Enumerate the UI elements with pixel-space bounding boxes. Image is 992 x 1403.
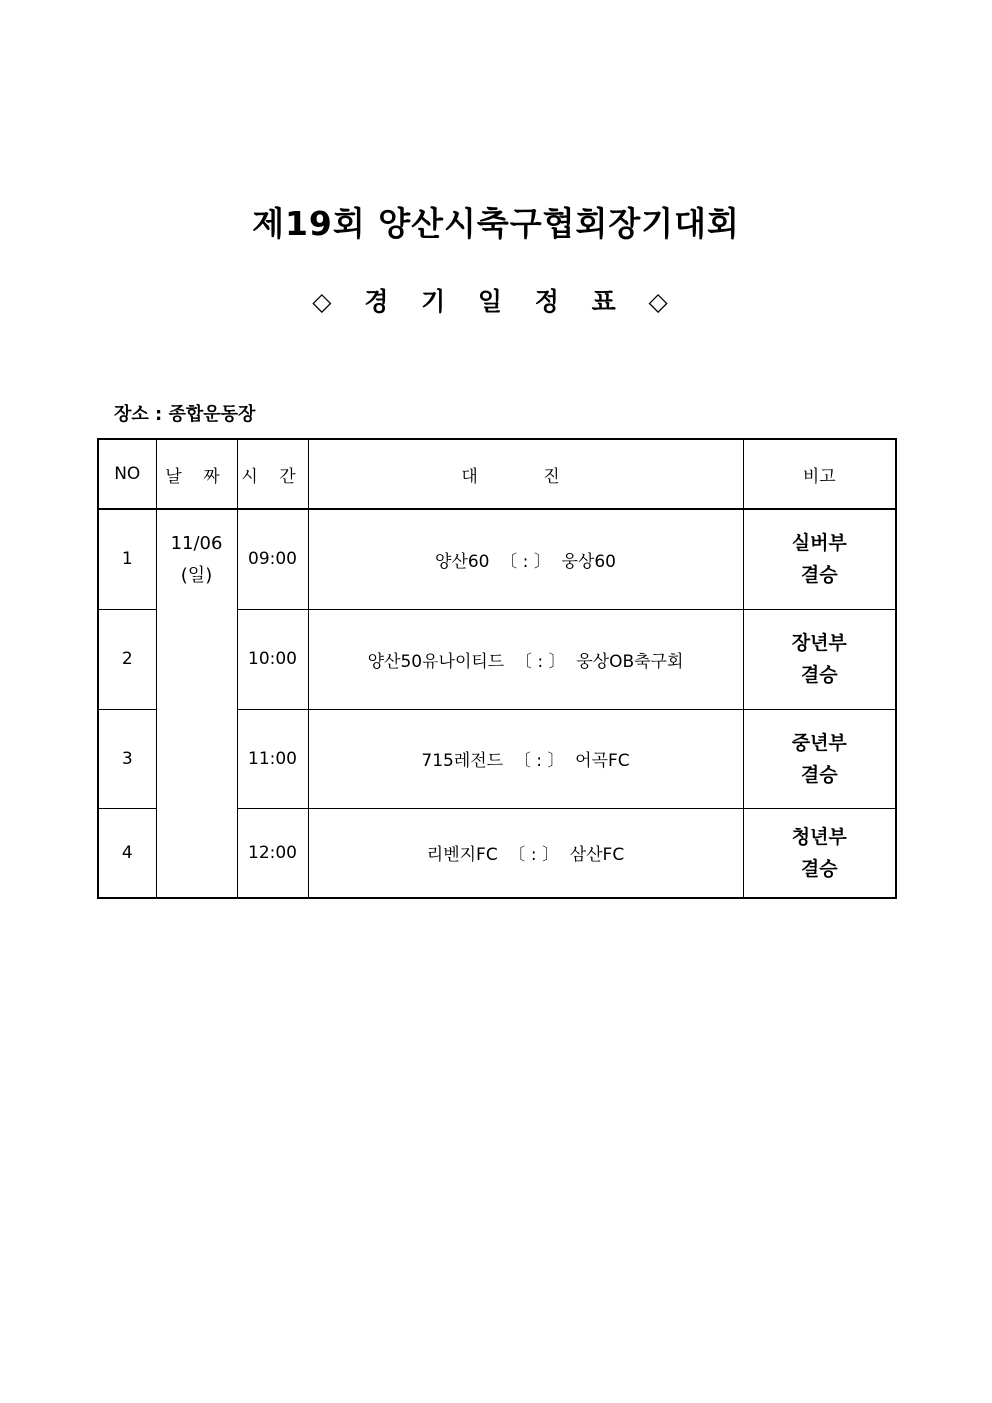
- match-weekday: (일): [180, 565, 213, 586]
- document-title: 제19회 양산시축구협회장기대회: [252, 204, 740, 243]
- venue-label: 장소 : 종합운동장: [114, 404, 256, 425]
- home-team: 리벤지FC: [426, 845, 498, 866]
- column-header-note: 비고: [743, 439, 896, 509]
- away-team: 웅상OB축구회: [576, 651, 684, 672]
- note-cell: [743, 808, 896, 898]
- division-label: 청년부: [791, 825, 847, 848]
- away-team: 웅상60: [561, 551, 616, 572]
- division-label: 장년부: [791, 632, 847, 654]
- column-header-matchup: 대 진: [308, 439, 743, 509]
- matchup-cell: [308, 609, 743, 709]
- division-label: 중년부: [791, 731, 847, 754]
- score-bracket: 〔 : 〕: [513, 751, 565, 771]
- column-header-no: NO: [98, 439, 156, 509]
- matchup-cell: [308, 509, 743, 609]
- home-team: 양산60: [435, 551, 490, 572]
- score-bracket: 〔 : 〕: [508, 845, 559, 866]
- matchup-cell: [308, 808, 743, 898]
- match-time: 12:00: [237, 808, 308, 898]
- row-number: 1: [98, 509, 156, 609]
- score-bracket: 〔 : 〕: [500, 551, 551, 572]
- match-schedule-table: [97, 438, 897, 899]
- row-number: 3: [98, 709, 156, 808]
- stage-label: 결승: [800, 857, 838, 880]
- match-date: 11/06: [170, 533, 223, 554]
- table-header-row: [98, 439, 896, 509]
- stage-label: 결승: [800, 564, 838, 587]
- table-row: [98, 509, 896, 609]
- score-bracket: 〔 : 〕: [514, 651, 566, 672]
- stage-label: 결승: [800, 664, 838, 686]
- note-cell: [743, 609, 896, 709]
- schedule-subtitle: ◇ 경 기 일 정 표 ◇: [312, 287, 680, 316]
- home-team: 양산50유나이티드: [367, 651, 505, 672]
- matchup-cell: [308, 709, 743, 808]
- column-header-time: 시 간: [237, 439, 308, 509]
- row-number: 2: [98, 609, 156, 709]
- note-cell: [743, 509, 896, 609]
- row-number: 4: [98, 808, 156, 898]
- division-label: 실버부: [791, 532, 847, 555]
- match-time: 11:00: [237, 709, 308, 808]
- home-team: 715레전드: [421, 751, 504, 771]
- away-team: 어곡FC: [575, 751, 630, 771]
- away-team: 삼산FC: [569, 845, 625, 866]
- stage-label: 결승: [800, 763, 838, 786]
- match-date-cell: [156, 509, 237, 898]
- note-cell: [743, 709, 896, 808]
- match-time: 10:00: [237, 609, 308, 709]
- match-time: 09:00: [237, 509, 308, 609]
- column-header-date: 날 짜: [156, 439, 237, 509]
